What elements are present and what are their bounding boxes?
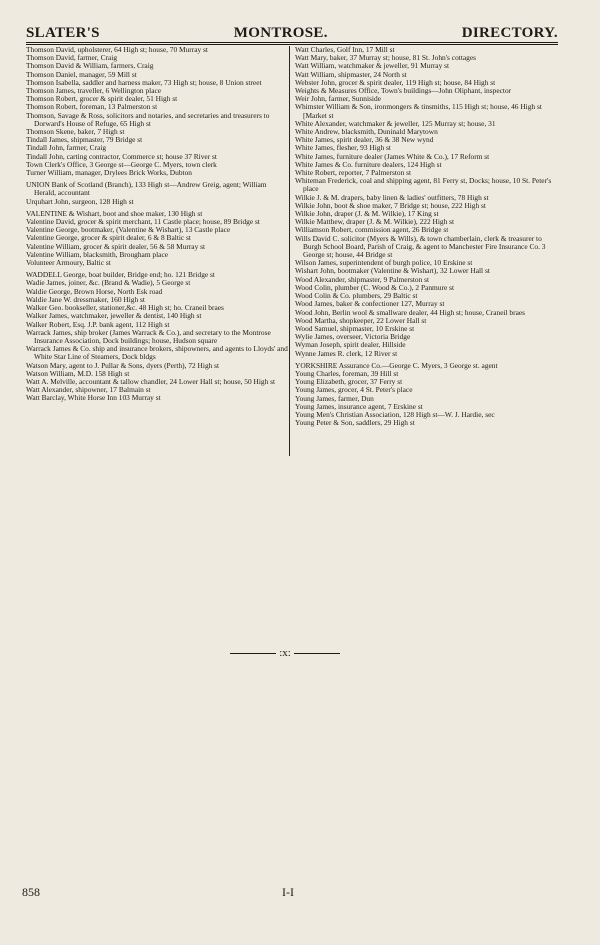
page-number: 858: [22, 885, 40, 899]
right-column: [295, 46, 560, 427]
running-header: [26, 22, 558, 42]
header-right: DIRECTORY.: [461, 25, 558, 41]
ornament-line-left: [230, 653, 276, 654]
entry-text: Young Men's Christian Association, 128 High st—W. J. Hardie, sec: [295, 409, 495, 419]
entry-text: Valentine George, bootmaker, (Valentine & Wishart), 13 Castle place: [26, 225, 231, 235]
entry-text: Wynne James R. clerk, 12 River st: [295, 348, 398, 358]
entry-text: Wilkie Matthew, draper (J. & M. Wilkie), 222 High st: [295, 217, 455, 227]
directory-entry: [26, 169, 290, 177]
entry-text: White James, spirit dealer, 36 & 38 New wynd: [295, 135, 434, 145]
entry-text: Wilkie J. & M. drapers, baby linen & ladies' outfitters, 78 High st: [295, 192, 489, 202]
entry-text: Walker Robert, Esq. J.P. bank agent, 112 High st: [26, 319, 170, 329]
directory-entry: [295, 419, 560, 427]
entry-text: Waldie George, Brown Horse, North Esk road: [26, 286, 163, 296]
entry-text: Thomson Isabella, saddler and harness maker, 73 High st; house, 8 Union street: [26, 77, 262, 87]
entry-text: Valentine William, grocer & spirit dealer, 56 & 58 Murray st: [26, 241, 206, 251]
section-ornament: [230, 647, 340, 659]
header-center: MONTROSE.: [233, 25, 328, 41]
signature-mark: I-I: [282, 885, 294, 899]
entry-text: White James, furniture dealer (James White & Co.), 17 Reform st: [295, 151, 490, 161]
entry-text: Wishart John, bootmaker (Valentine & Wishart), 32 Lower Hall st: [295, 266, 490, 276]
entry-text: Young James, grocer, 4 St. Peter's place: [295, 385, 413, 395]
entry-text: Wood James, baker & confectioner 127, Murray st: [295, 299, 445, 309]
directory-entry: [295, 103, 560, 119]
entry-text: Urquhart John, surgeon, 128 High st: [26, 196, 134, 206]
entry-text: UNION Bank of Scotland (Branch), 133 High st—Andrew Greig, agent; William Herald, accountant: [26, 180, 269, 198]
header-left: SLATER'S: [26, 25, 100, 41]
entry-text: Watt Charles, Golf Inn, 17 Mill st: [295, 45, 395, 54]
directory-entry: [295, 177, 560, 193]
entry-text: Walker James, watchmaker, jeweller & dentist, 140 High st: [26, 311, 202, 321]
entry-text: Wood Colin, plumber (C. Wood & Co.), 2 Panmure st: [295, 282, 455, 292]
entry-text: Watson Mary, agent to J. Pullar & Sons, dyers (Perth), 72 High st: [26, 360, 220, 370]
entry-text: Wood Martha, shopkeeper, 22 Lower Hall st: [295, 315, 427, 325]
entry-text: Thomson James, traveller, 6 Wellington place: [26, 86, 162, 96]
entry-text: White Robert, reporter, 7 Palmerston st: [295, 168, 412, 178]
directory-entry: [295, 235, 560, 260]
entry-text: Wilkie John, boot & shoe maker, 7 Bridge st; house, 222 High st: [295, 200, 486, 210]
entry-text: Walker Geo. bookseller, stationer,&c. 48 High st; ho. Craneil braes: [26, 303, 224, 313]
entry-text: Waldie Jane W. dressmaker, 160 High st: [26, 294, 145, 304]
entry-text: White Andrew, blacksmith, Duninald Marytown: [295, 127, 438, 137]
entry-text: Wadie James, joiner, &c. (Brand & Wadie), 5 George st: [26, 278, 191, 288]
entry-text: Tindall James, shipmaster, 79 Bridge st: [26, 135, 143, 145]
entry-text: Watt Barclay, White Horse Inn 103 Murray st: [26, 393, 161, 403]
entry-text: Wills David C. solicitor (Myers & Wills), & town chamberlain, clerk & treasurer to Burgh School Board, Parish of Craig, & agent to Manchester Fire Insurance Co. 3 George st; house, 44 Bridge st: [295, 233, 548, 260]
entry-text: YORKSHIRE Assurance Co.—George C. Myers, 3 George st. agent: [295, 360, 498, 370]
entry-text: Weights & Measures Office, Town's buildings—John Oliphant, inspector: [295, 86, 512, 96]
entry-text: WADDELL George, boat builder, Bridge end; ho. 121 Bridge st: [26, 270, 215, 280]
entry-text: Weir John, farmer, Sunniside: [295, 94, 381, 104]
entry-text: Whiteman Frederick, coal and shipping agent, 81 Ferry st, Docks; house, 10 St. Peter's place: [295, 176, 554, 194]
directory-entry: [26, 198, 290, 206]
entry-text: Wood John, Berlin wool & smallware dealer, 44 High st; house, Craneil braes: [295, 307, 526, 317]
entry-text: Young Elizabeth, grocer, 37 Ferry st: [295, 377, 403, 387]
entry-text: VALENTINE & Wishart, boot and shoe maker, 130 High st: [26, 208, 203, 218]
entry-text: Thomson Robert, foreman, 13 Palmerston st: [26, 102, 158, 112]
entry-text: Thomson, Savage & Ross, solicitors and notaries, and secretaries and treasurers to Dorward's House of Refuge, 65 High st: [26, 110, 272, 128]
entry-text: Thomson Skene, baker, 7 High st: [26, 127, 125, 137]
directory-entry: [26, 181, 290, 197]
entry-text: Volunteer Armoury, Baltic st: [26, 258, 111, 268]
entry-text: White James & Co. furniture dealers, 124 High st: [295, 159, 442, 169]
entry-text: Young James, insurance agent, 7 Erskine st: [295, 401, 423, 411]
directory-entry: [26, 394, 290, 402]
directory-entry: [26, 112, 290, 128]
entry-text: Town Clerk's Office, 3 George st—George C. Myers, town clerk: [26, 159, 217, 169]
left-column: [26, 46, 290, 403]
entry-text: Young Peter & Son, saddlers, 29 High st: [295, 418, 415, 428]
entry-text: Thomson David, farmer, Craig: [26, 53, 118, 63]
entry-text: Wylie James, overseer, Victoria Bridge: [295, 332, 411, 342]
entry-text: White James, flesher, 93 High st: [295, 143, 391, 153]
directory-entry: [295, 350, 560, 358]
entry-text: Warrack James & Co. ship and insurance brokers, shipowners, and agents to Lloyds' and White Star Line of Steamers, Dock bldgs: [26, 344, 290, 362]
ornament-line-right: [294, 653, 340, 654]
entry-text: White Alexander, watchmaker & jeweller, 125 Murray st; house, 31: [295, 118, 496, 128]
entry-text: Watt A. Melville, accountant & tallow chandler, 24 Lower Hall st; house, 50 High st: [26, 376, 276, 386]
entry-text: Tindall John, carting contractor, Commerce st; house 37 River st: [26, 151, 217, 161]
entry-text: Wood Colin & Co. plumbers, 29 Baltic st: [295, 291, 418, 301]
header-rule: [26, 42, 558, 43]
entry-text: Thomson David, upholsterer, 64 High st; house, 70 Murray st: [26, 45, 208, 54]
entry-text: Whimster William & Son, ironmongers & tinsmiths, 115 High st; house, 46 High st [Market st: [295, 102, 544, 120]
column-divider: [289, 46, 290, 456]
entry-text: Thomson Daniel, manager, 59 Mill st: [26, 69, 137, 79]
ornament-mark: :x:: [279, 647, 291, 659]
entry-text: Wyman Joseph, spirit dealer, Hillside: [295, 340, 406, 350]
entry-text: Watt Mary, baker, 37 Murray st; house, 81 St. John's cottages: [295, 53, 477, 63]
entry-text: Valentine George, grocer & spirit dealer, 6 & 8 Baltic st: [26, 233, 191, 243]
entry-text: Valentine David, grocer & spirit merchant, 11 Castle place; house, 89 Bridge st: [26, 217, 260, 227]
entry-text: Watt William, shipmaster, 24 North st: [295, 69, 407, 79]
entry-text: Wilson James, superintendent of burgh police, 10 Erskine st: [295, 258, 473, 268]
entry-text: Williamson Robert, commission agent, 26 Bridge st: [295, 225, 449, 235]
entry-text: Warrack James, ship broker (James Warrack & Co.), and secretary to the Montrose Insurance Association, Dock buildings; house, Hudson square: [26, 327, 273, 345]
entry-text: Wood Alexander, shipmaster, 9 Palmerston st: [295, 274, 430, 284]
entry-text: Turner William, manager, Drylees Brick Works, Dubton: [26, 168, 192, 178]
entry-text: Wood Samuel, shipmaster, 10 Erskine st: [295, 323, 415, 333]
entry-text: Tindall John, farmer, Craig: [26, 143, 107, 153]
directory-entry: [26, 259, 290, 267]
entry-text: Thomson Robert, grocer & spirit dealer, 51 High st: [26, 94, 178, 104]
entry-text: Young Charles, foreman, 39 Hill st: [295, 368, 399, 378]
entry-text: Thomson David & William, farmers, Craig: [26, 61, 154, 71]
entry-text: Watt Alexander, shipowner, 17 Balmain st: [26, 385, 151, 395]
directory-entry: [26, 345, 290, 361]
entry-text: Watson William, M.D. 158 High st: [26, 368, 130, 378]
entry-text: Watt William, watchmaker & jeweller, 91 Murray st: [295, 61, 450, 71]
entry-text: Young James, farmer, Dun: [295, 393, 374, 403]
entry-text: Webster John, grocer & spirit dealer, 119 High st; house, 84 High st: [295, 77, 496, 87]
entry-text: Valentine William, blacksmith, Brougham place: [26, 249, 169, 259]
directory-entry: [26, 329, 290, 345]
entry-text: Wilkie John, draper (J. & M. Wilkie), 17 King st: [295, 209, 439, 219]
